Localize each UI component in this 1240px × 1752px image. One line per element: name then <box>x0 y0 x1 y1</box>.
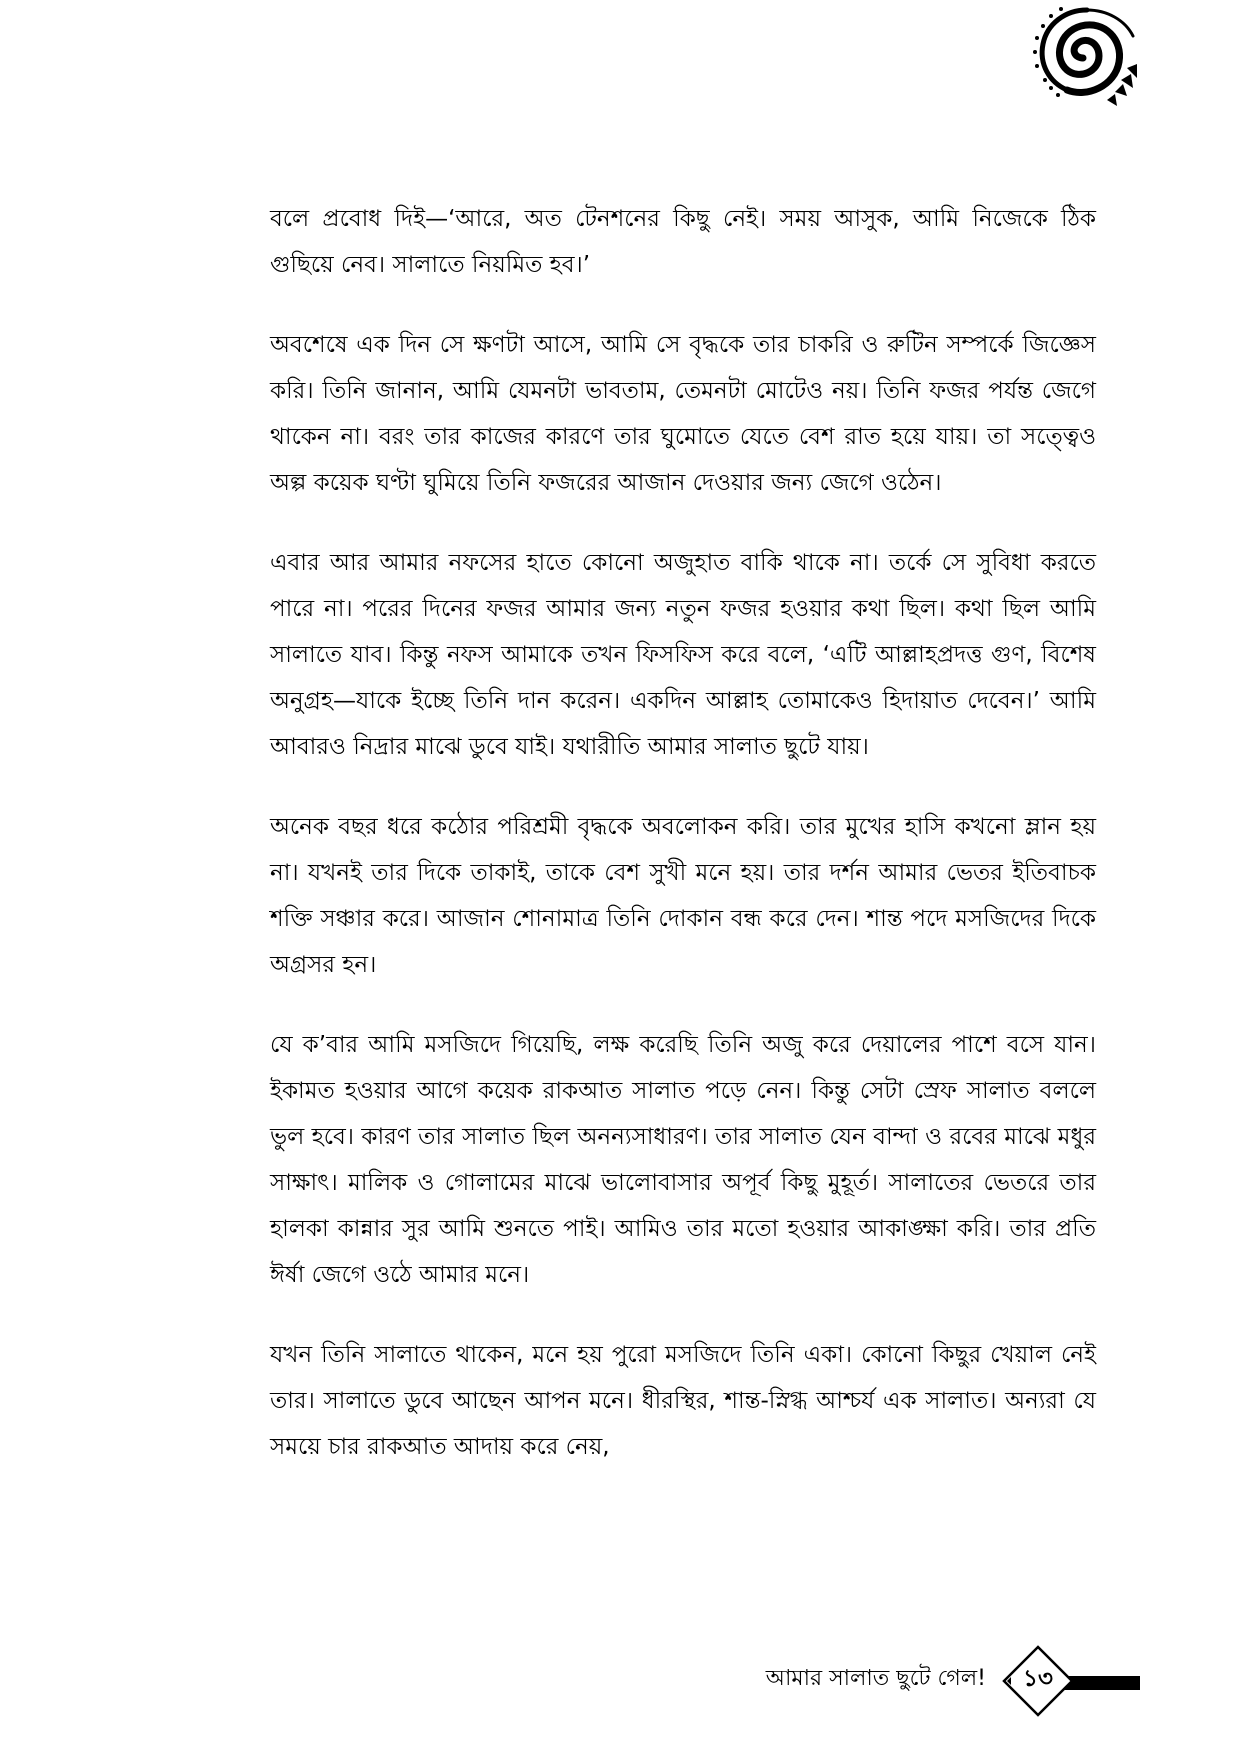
paragraph-4: অনেক বছর ধরে কঠোর পরিশ্রমী বৃদ্ধকে অবলোকন করি। তার মুখের হাসি কখনো ম্লান হয় না। যখনই তার দিকে তাকাই, তাকে বেশ সুখী মনে হয়। তার দর্শন আমার ভেতর ইতিবাচক শক্তি সঞ্চার করে। আজান শোনামাত্র তিনি দোকান বন্ধ করে দেন। শান্ত পদে মসজিদের দিকে অগ্রসর হন। <box>270 814 1096 978</box>
swirl-ornament-icon <box>1023 0 1143 112</box>
running-title: আমার সালাত ছুটে গেল! <box>765 1666 986 1691</box>
paragraph-1: বলে প্রবোধ দিই—‘আরে, অত টেনশনের কিছু নেই। সময় আসুক, আমি নিজেকে ঠিক গুছিয়ে নেব। সালাতে নিয়মিত হব।’ <box>270 206 1096 278</box>
paragraph-6: যখন তিনি সালাতে থাকেন, মনে হয় পুরো মসজিদে তিনি একা। কোনো কিছুর খেয়াল নেই তার। সালাতে ডুবে আছেন আপন মনে। ধীরস্থির, শান্ত-স্নিগ্ধ আশ্চর্য এক সালাত। অন্যরা যে সময়ে চার রাকআত আদায় করে নেয়, <box>270 1342 1096 1460</box>
paragraph-5: যে ক’বার আমি মসজিদে গিয়েছি, লক্ষ করেছি তিনি অজু করে দেয়ালের পাশে বসে যান। ইকামত হওয়ার আগে কয়েক রাকআত সালাত পড়ে নেন। কিন্তু সেটা স্রেফ সালাত বললে ভুল হবে। কারণ তার সালাত ছিল অনন্যসাধারণ। তার সালাত যেন বান্দা ও রবের মাঝে মধুর সাক্ষাৎ। মালিক ও গোলামের মাঝে ভালোবাসার অপূর্ব কিছু মুহূর্ত। সালাতের ভেতরে তার হালকা কান্নার সুর আমি শুনতে পাই। আমিও তার মতো হওয়ার আকাঙ্ক্ষা করি। তার প্রতি ঈর্ষা জেগে ওঠে আমার মনে। <box>270 1032 1096 1288</box>
body-text <box>270 196 1096 1504</box>
page-footer <box>0 1642 1240 1722</box>
paragraph-3: এবার আর আমার নফসের হাতে কোনো অজুহাত বাকি থাকে না। তর্কে সে সুবিধা করতে পারে না। পরের দিনের ফজর আমার জন্য নতুন ফজর হওয়ার কথা ছিল। কথা ছিল আমি সালাতে যাব। কিন্তু নফস আমাকে তখন ফিসফিস করে বলে, ‘এটি আল্লাহপ্রদত্ত গুণ, বিশেষ অনুগ্রহ—যাকে ইচ্ছে তিনি দান করেন। একদিন আল্লাহ তোমাকেও হিদায়াত দেবেন।’ আমি আবারও নিদ্রার মাঝে ডুবে যাই। যথারীতি আমার সালাত ছুটে যায়। <box>270 550 1096 760</box>
page-number: ১৩ <box>1023 1666 1053 1692</box>
paragraph-2: অবশেষে এক দিন সে ক্ষণটা আসে, আমি সে বৃদ্ধকে তার চাকরি ও রুটিন সম্পর্কে জিজ্ঞেস করি। তিনি জানান, আমি যেমনটা ভাবতাম, তেমনটা মোটেও নয়। তিনি ফজর পর্যন্ত জেগে থাকেন না। বরং তার কাজের কারণে তার ঘুমোতে যেতে বেশ রাত হয়ে যায়। তা সত্ত্বেও অল্প কয়েক ঘণ্টা ঘুমিয়ে তিনি ফজরের আজান দেওয়ার জন্য জেগে ওঠেন। <box>270 332 1096 496</box>
